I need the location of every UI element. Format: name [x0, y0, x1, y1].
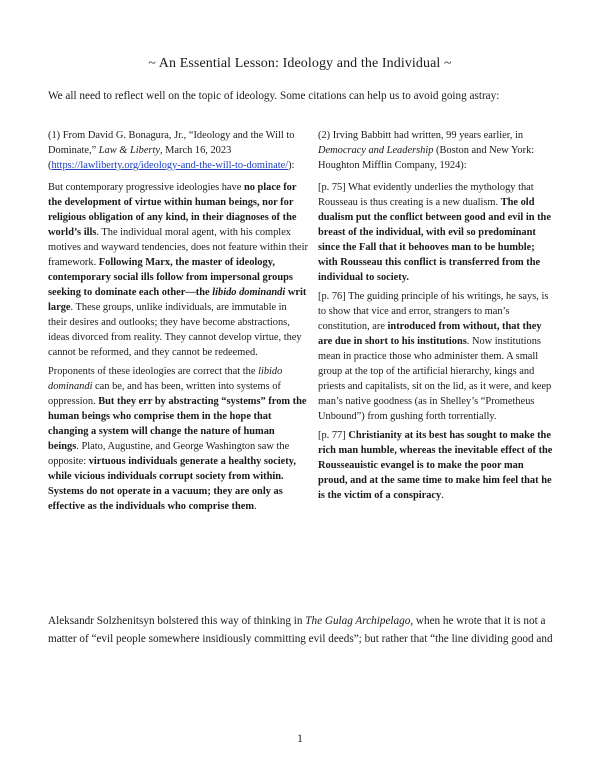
quote-paragraph-1: But contemporary progressive ideologies have no place for the development of virtue within human beings, nor for religious obligation of any kind, in their diagnoses of the world’s ills. The individual moral agent, with his complex motives and wayward tendencies, does not feature within their framework. Following Marx, the master of ideology, contemporary social ills follow from impersonal groups seeking to dominate each other—the libido dominandi writ large. These groups, unlike individuals, are immutable in their desires and outlooks; they have become abstractions, ideas divorced from reality. They cannot develop virtue, they cannot be reformed, and they cannot be redeemed.: [48, 182, 308, 358]
citation-bonagura: [48, 128, 308, 173]
journal-title: Law & Liberty: [98, 145, 160, 156]
book-title: Democracy and Leadership: [318, 145, 434, 156]
latin-phrase: libido dominandi: [212, 287, 286, 298]
citation-text: ):: [288, 160, 295, 171]
quote-page-77: [p. 77] Christianity at its best has sought to make the rich man humble, whereas the inevitable effect of the Rousseauistic evangel is to make the poor man proud, and at the same time to make him feel that he is the victim of a conspiracy.: [318, 430, 553, 501]
citation-text: (Boston and New York: Houghton Mifflin Company, 1924):: [318, 145, 535, 171]
outro-paragraph: Aleksandr Solzhenitsyn bolstered this way of thinking in The Gulag Archipelago, when he wrote that it is not a matter of “evil people somewhere insidiously committing evil deeds”; but rather that “the line dividing good and: [48, 615, 553, 645]
latin-phrase: libido dominandi: [48, 366, 283, 392]
quote-paragraph-2: Proponents of these ideologies are correct that the libido dominandi can be, and has been, written into systems of oppression. But they err by abstracting “systems” from the human beings who comprise them in the hope that changing a system will change the nature of human beings. Plato, Augustine, and George Washington saw the opposite: virtuous individuals generate a healthy society, while vicious individuals corrupt society from within. Systems do not operate in a vacuum; they are only as effective as the individuals who comprise them.: [48, 366, 307, 512]
right-column: [318, 128, 554, 507]
left-column: [48, 128, 308, 518]
page-title: ~ An Essential Lesson: Ideology and the Individual ~: [148, 56, 452, 71]
quote-page-75: [p. 75] What evidently underlies the mythology that Rousseau is thus creating is a new dualism. The old dualism put the conflict between good and evil in the breast of the individual, with evil so predominant since the Fall that it behooves man to be humble; with Rousseau this conflict is transferred from the individual to society.: [318, 182, 551, 283]
source-link[interactable]: https://lawliberty.org/ideology-and-the-will-to-dominate/: [51, 160, 289, 171]
intro-paragraph: We all need to reflect well on the topic of ideology. Some citations can help us to avoid going astray:: [48, 90, 500, 102]
page-number: 1: [297, 733, 303, 745]
citation-babbitt: [318, 128, 554, 173]
book-title: The Gulag Archipelago: [305, 615, 411, 627]
quote-page-76: [p. 76] The guiding principle of his writings, he says, is to show that vice and error, strangers to man’s constitution, are introduced from without, that they are due in short to his institutions. Now institutions mean in practice those who administer them. A small group at the top of the artificial hierarchy, kings and priests and capitalists, sit on the lid, as it were, and keep man’s native goodness (as in Shelley’s “Prometheus Unbound”) from gushing forth torrentially.: [318, 291, 552, 422]
citation-text: (2) Irving Babbitt had written, 99 years earlier, in: [318, 130, 524, 141]
citation-text: (1) From David G. Bonagura, Jr., “Ideology and the Will to Dominate,”: [48, 130, 295, 156]
citation-text: , March 16, 2023 (: [48, 145, 232, 171]
